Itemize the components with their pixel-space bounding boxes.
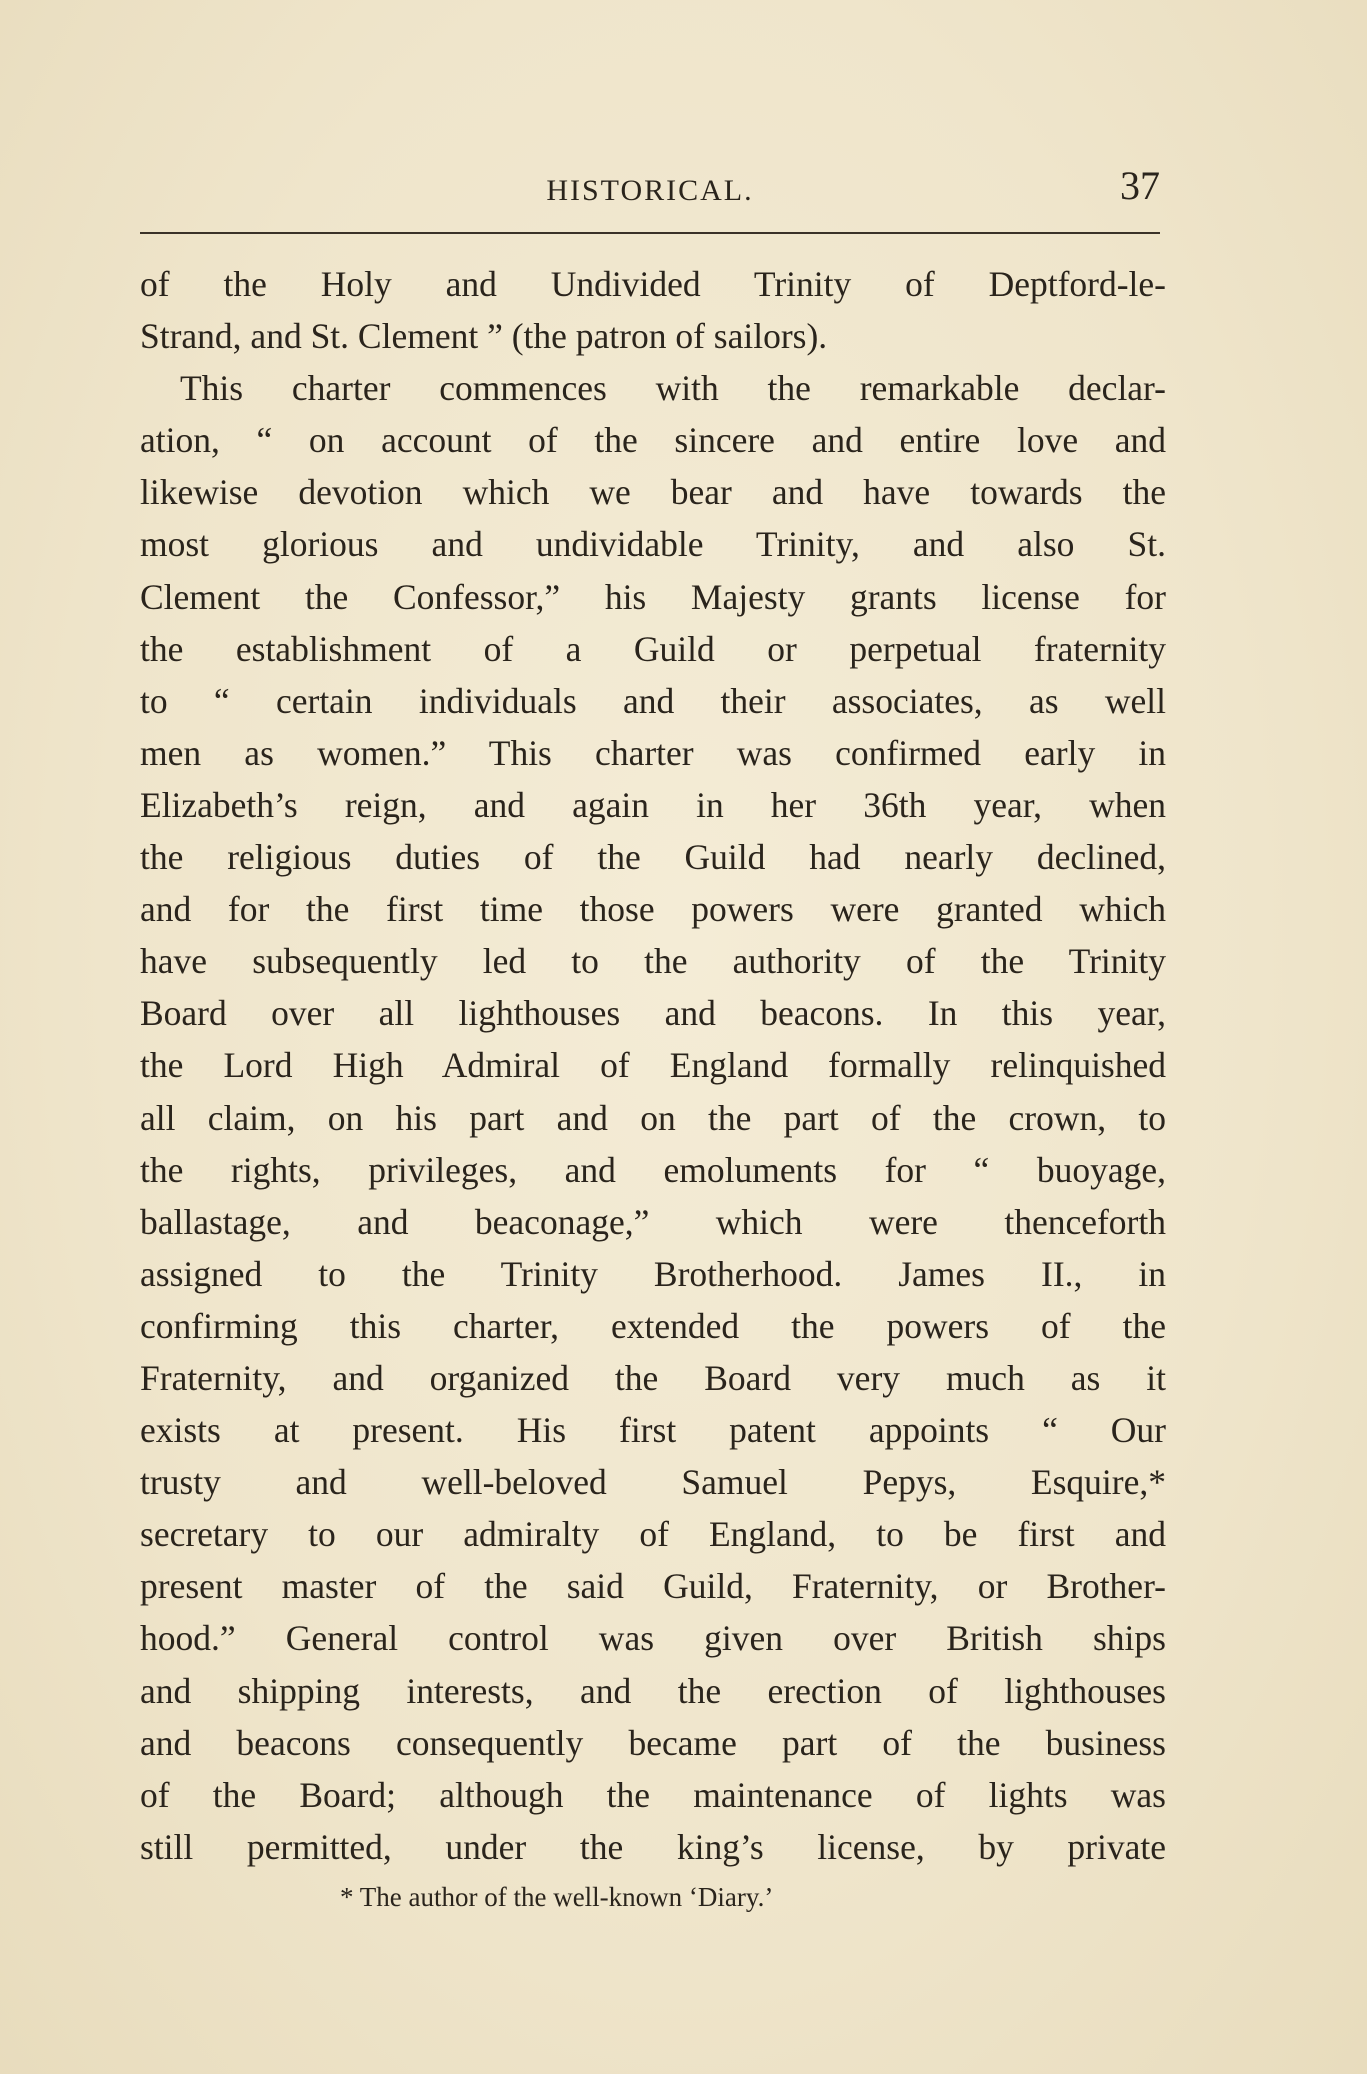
text-line: Fraternity, and organized the Board very much as it [140,1357,1166,1398]
header-rule [140,232,1160,234]
text-line: of the Holy and Undivided Trinity of Deptford-le- [140,264,1166,304]
text-line: have subsequently led to the authority of the Trinity [140,941,1166,982]
text-line: men as women.” This charter was confirmed early in [140,732,1166,773]
text-line: of the Board; although the maintenance of lights was [140,1774,1166,1815]
text-line: most glorious and undividable Trinity, and also St. [140,524,1166,565]
text-line: the Lord High Admiral of England formally relinquished [140,1045,1166,1086]
text-line: Clement the Confessor,” his Majesty grants license for [140,576,1166,617]
text-line: the rights, privileges, and emoluments for “ buoyage, [140,1149,1166,1190]
text-line: and beacons consequently became part of the business [140,1722,1166,1763]
text-line: secretary to our admiralty of England, to be first and [140,1514,1166,1555]
text-line: still permitted, under the king’s license, by private [140,1826,1166,1867]
text-line: likewise devotion which we bear and have towards the [140,472,1166,513]
text-line: This charter commences with the remarkable declar- [180,368,1166,409]
text-line: hood.” General control was given over British ships [140,1618,1166,1659]
text-line: Strand, and St. Clement ” (the patron of sailors). [140,316,828,357]
text-line: and for the first time those powers were granted which [140,889,1166,930]
text-line: Board over all lighthouses and beacons. In this year, [140,993,1166,1034]
text-line: ballastage, and beaconage,” which were thenceforth [140,1201,1166,1242]
page-header [140,158,1160,218]
text-line: the establishment of a Guild or perpetual fraternity [140,628,1166,669]
text-line: the religious duties of the Guild had nearly declined, [140,837,1166,878]
page-number: 37 [1120,163,1160,208]
text-line: and shipping interests, and the erection of lighthouses [140,1670,1166,1711]
text-line: Elizabeth’s reign, and again in her 36th year, when [140,784,1166,825]
text-line: ation, “ on account of the sincere and entire love and [140,420,1166,461]
text-line: all claim, on his part and on the part of the crown, to [140,1097,1166,1138]
footnote: * The author of the well-known ‘Diary.’ [340,1882,774,1912]
body-text [140,258,1166,1873]
text-line: trusty and well-beloved Samuel Pepys, Esquire,* [140,1462,1166,1503]
text-line: assigned to the Trinity Brotherhood. James II., in [140,1253,1166,1294]
running-title: HISTORICAL. [546,174,754,207]
text-line: exists at present. His first patent appoints “ Our [140,1410,1166,1451]
text-line: confirming this charter, extended the powers of the [140,1305,1166,1346]
text-line: present master of the said Guild, Fraternity, or Brother- [140,1566,1166,1607]
text-line: to “ certain individuals and their associates, as well [140,680,1166,721]
